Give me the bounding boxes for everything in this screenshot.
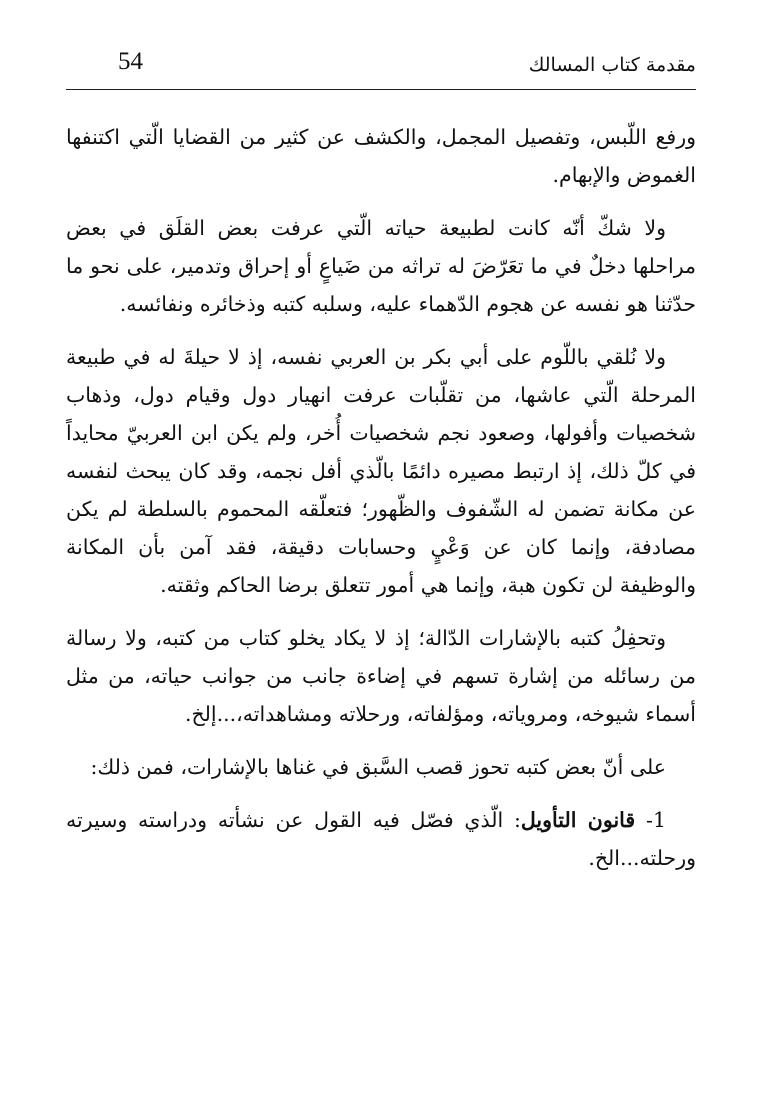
list-item-number: 1-: [646, 808, 666, 832]
paragraph: ورفع اللّبس، وتفصيل المجمل، والكشف عن كثير من القضايا الّتي اكتنفها الغموض والإبهام.: [66, 125, 696, 187]
paragraph: وتحفِلُ كتبه بالإشارات الدّالة؛ إذ لا يكاد يخلو كتاب من كتبه، ولا رسالة من رسائله من إشارة تسهم في إضاءة جانب من جوانب حياته، من مثل أسماء شيوخه، ومروياته، ومؤلفاته، ورحلاته ومشاهداته،...إلخ.: [66, 626, 696, 726]
body-text: [66, 118, 696, 892]
paragraph: على أنّ بعض كتبه تحوز قصب السَّبق في غناها بالإشارات، فمن ذلك:: [90, 755, 666, 779]
page-header: [66, 46, 696, 90]
list-item: [66, 801, 696, 877]
list-item-title: قانون التأويل: [520, 808, 636, 832]
list-item-text: : الّذي فصّل فيه القول عن نشأته ودراسته وسيرته ورحلته...الخ.: [66, 808, 696, 870]
header-rule: [66, 89, 696, 90]
running-title: مقدمة كتاب المسالك: [528, 54, 696, 76]
paragraph: ولا نُلقي باللّوم على أبي بكر بن العربي نفسه، إذ لا حيلةَ له في طبيعة المرحلة الّتي عاشها، من تقلّبات عرفت انهيار دول وقيام دول، وذهاب شخصيات وأفولها، وصعود نجم شخصيات أُخر، ولم يكن ابن العربيّ محايداً في كلّ ذلك، إذ ارتبط مصيره دائمًا بالّذي أفل نجمه، وقد كان يبحث لنفسه عن مكانة تضمن له الشّفوف والظّهور؛ فتعلّقه المحموم بالسلطة لم يكن مصادفة، وإنما كان عن وَعْيٍ وحسابات دقيقة، فقد آمن بأن المكانة والوظيفة لن تكون هبة، وإنما هي أمور تتعلق برضا الحاكم وثقته.: [66, 345, 696, 597]
page-number: 54: [118, 48, 143, 75]
paragraph: ولا شكّ أنّه كانت لطبيعة حياته الّتي عرفت بعض القلَق في بعض مراحلها دخلٌ في ما تعَرّضَ له تراثه من ضَياعٍ أو إحراق وتدمير، على نحو ما حدّثنا هو نفسه عن هجوم الدّهماء عليه، وسلبه كتبه وذخائره ونفائسه.: [66, 216, 696, 316]
